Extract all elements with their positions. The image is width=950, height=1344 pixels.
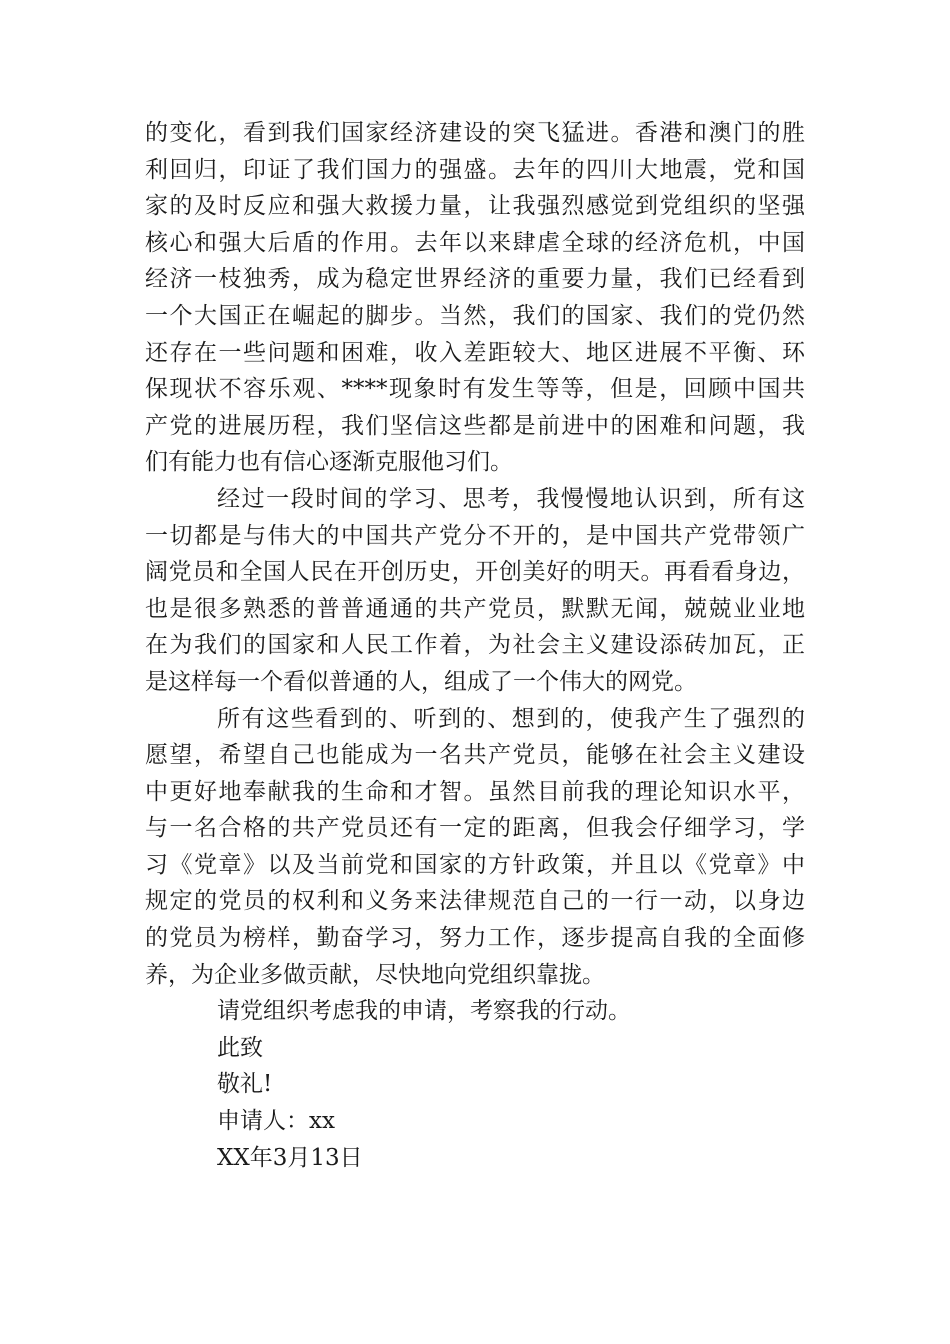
text-line: 愿望，希望自己也能成为一名共产党员，能够在社会主义建设 [145, 742, 805, 769]
document-page [145, 115, 805, 1176]
salutation-line-1: 此致 [217, 1034, 263, 1061]
text-line: 是这样每一个看似普通的人，组成了一个伟大的网党。 [145, 668, 697, 695]
text-line: 的变化，看到我们国家经济建设的突飞猛进。香港和澳门的胜 [145, 120, 805, 146]
text-line: 阔党员和全国人民在开创历史，开创美好的明天。再看看身边， [145, 559, 805, 586]
text-line: 规定的党员的权利和义务来法律规范自己的一行一动，以身边 [145, 888, 805, 915]
text-line: 一个大国正在崛起的脚步。当然，我们的国家、我们的党仍然 [145, 302, 805, 329]
text-line: 们有能力也有信心逐渐克服他习们。 [145, 449, 513, 476]
text-line: 在为我们的国家和人民工作着，为社会主义建设添砖加瓦，正 [145, 632, 805, 659]
text-line: 养，为企业多做贡献，尽快地向党组织靠拢。 [145, 961, 605, 988]
text-line: 还存在一些问题和困难，收入差距较大、地区进展不平衡、环 [145, 339, 805, 366]
text-line: 中更好地奉献我的生命和才智。虽然目前我的理论知识水平， [145, 778, 805, 805]
request-text: 请党组织考虑我的申请，考察我的行动。 [217, 998, 631, 1025]
paragraph-3 [145, 701, 805, 994]
paragraph-1 [145, 115, 805, 481]
text-line: 所有这些看到的、听到的、想到的，使我产生了强烈的 [217, 705, 805, 732]
text-line: 保现状不容乐观、****现象时有发生等等，但是，回顾中国共 [145, 376, 805, 403]
text-line: 一切都是与伟大的中国共产党分不开的，是中国共产党带领广 [145, 522, 805, 549]
text-line: 也是很多熟悉的普普通通的共产党员，默默无闻，兢兢业业地 [145, 595, 805, 622]
text-line: 经济一枝独秀，成为稳定世界经济的重要力量，我们已经看到 [145, 266, 805, 293]
text-line: 产党的进展历程，我们坚信这些都是前进中的困难和问题，我 [145, 412, 805, 439]
text-line: 家的及时反应和强大救援力量，让我强烈感觉到党组织的坚强 [145, 193, 805, 220]
text-line: 经过一段时间的学习、思考，我慢慢地认识到，所有这 [217, 485, 805, 512]
text-line: 核心和强大后盾的作用。去年以来肆虐全球的经济危机，中国 [145, 229, 805, 256]
salutation-line-2: 敬礼! [217, 1071, 273, 1098]
date-text: XX年3月13日 [217, 1144, 363, 1171]
text-line: 与一名合格的共产党员还有一定的距离，但我会仔细学习，学 [145, 815, 805, 842]
text-line: 利回归，印证了我们国力的强盛。去年的四川大地震，党和国 [145, 156, 805, 183]
text-line: 习《党章》以及当前党和国家的方针政策，并且以《党章》中 [145, 851, 805, 878]
applicant-signature: 申请人：xx [217, 1108, 335, 1135]
paragraph-2 [145, 481, 805, 701]
text-line: 的党员为榜样，勤奋学习，努力工作，逐步提高自我的全面修 [145, 925, 805, 952]
